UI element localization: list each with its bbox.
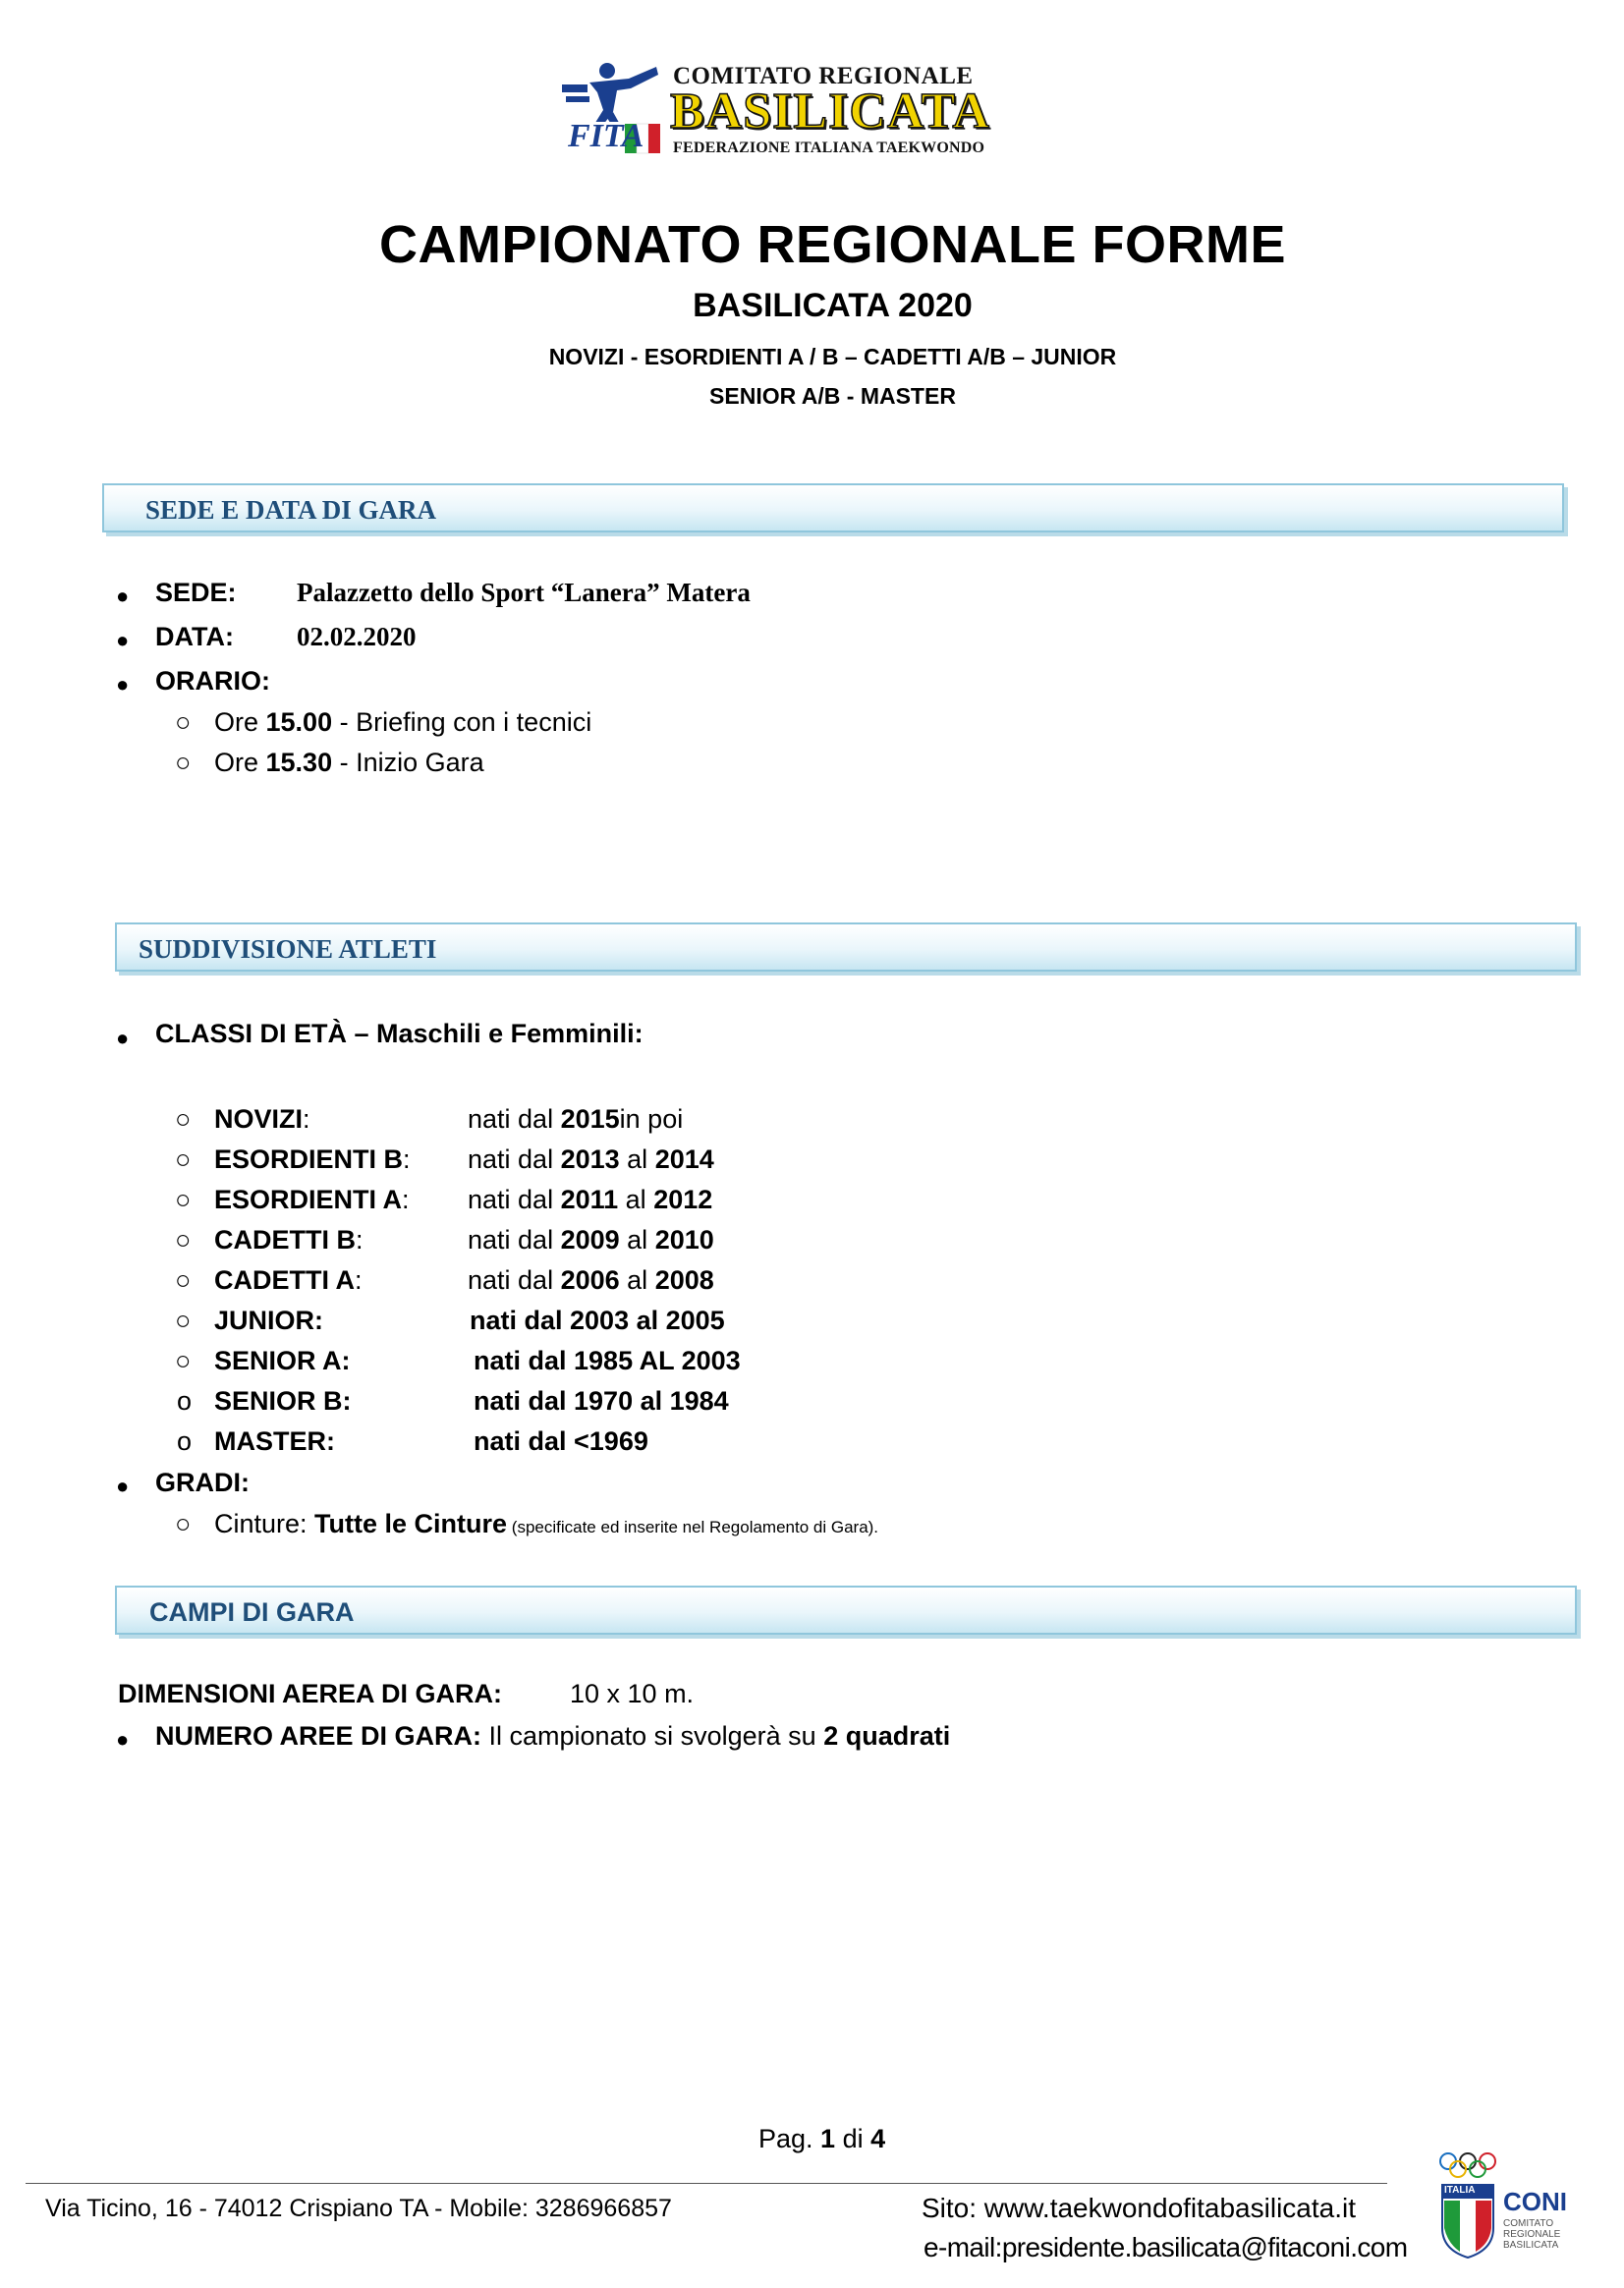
fita-basilicata-logo [560, 61, 1061, 155]
sub-bullet-icon: ○ [175, 1185, 192, 1214]
sub-bullet-icon: ○ [175, 707, 192, 737]
classe-value: nati dal 2003 al 2005 [470, 1306, 725, 1335]
sub-bullet-icon: ○ [175, 1144, 192, 1174]
classe-value: nati dal 2009 al 2010 [468, 1225, 714, 1255]
coni-name: CONI [1503, 2187, 1567, 2216]
classe-name: SENIOR B: [214, 1386, 352, 1416]
coni-italia-label: ITALIA [1444, 2185, 1476, 2196]
classi-label: CLASSI DI ETÀ – Maschili e Femminili: [155, 1019, 644, 1048]
section-heading-sede: SEDE E DATA DI GARA [145, 495, 437, 525]
coni-logo [1436, 2151, 1584, 2269]
page-title: CAMPIONATO REGIONALE FORME [378, 215, 1286, 274]
page-number: Pag. 1 di 4 [758, 2124, 886, 2153]
sede-label: SEDE: [155, 578, 237, 607]
classe-value: nati dal 2006 al 2008 [468, 1265, 714, 1295]
orario-item: Ore 15.30 - Inizio Gara [214, 748, 484, 777]
classe-value: nati dal <1969 [474, 1426, 648, 1456]
logo-line-basilicata: BASILICATA [670, 84, 990, 140]
classe-name: MASTER: [214, 1426, 335, 1456]
bullet-icon: ● [116, 1026, 130, 1050]
classe-value: nati dal 2015in poi [468, 1104, 684, 1134]
classe-name: CADETTI B: [214, 1225, 364, 1255]
classe-name: CADETTI A: [214, 1265, 363, 1295]
classe-value: nati dal 1970 al 1984 [474, 1386, 729, 1416]
classe-value: nati dal 2011 al 2012 [468, 1185, 713, 1214]
footer-site: Sito: www.taekwondofitabasilicata.it [922, 2193, 1356, 2223]
coni-subtitle: COMITATO REGIONALE BASILICATA [1503, 2218, 1561, 2251]
footer-divider [26, 2183, 1387, 2184]
section-bar-campi [115, 1586, 1577, 1635]
bullet-icon: ● [116, 1474, 130, 1498]
classe-value: nati dal 1985 AL 2003 [474, 1346, 741, 1375]
bullet-icon: ● [116, 584, 130, 608]
page-subtitle: BASILICATA 2020 [693, 287, 973, 324]
data-label: DATA: [155, 622, 234, 651]
orario-item: Ore 15.00 - Briefing con i tecnici [214, 707, 592, 737]
sub-bullet-marker: o [177, 1426, 193, 1456]
data-value: 02.02.2020 [297, 622, 417, 651]
section-heading-suddivisione: SUDDIVISIONE ATLETI [139, 934, 437, 964]
section-bar-suddivisione [115, 922, 1577, 972]
categories-line-2: SENIOR A/B - MASTER [709, 383, 956, 409]
classe-name: ESORDIENTI B: [214, 1144, 411, 1174]
footer-address: Via Ticino, 16 - 74012 Crispiano TA - Mobile: 3286966857 [45, 2195, 672, 2222]
sub-bullet-icon: ○ [175, 1346, 192, 1375]
bullet-icon: ● [116, 628, 130, 652]
section-bar-sede [102, 483, 1564, 532]
bullet-icon: ● [116, 1727, 130, 1752]
sub-bullet-icon: ○ [175, 748, 192, 777]
footer-email: e-mail:presidente.basilicata@fitaconi.com [924, 2232, 1408, 2262]
fita-badge: FITA [568, 118, 644, 154]
orario-label: ORARIO: [155, 666, 270, 696]
classe-name: SENIOR A: [214, 1346, 351, 1375]
sub-bullet-icon: ○ [175, 1306, 192, 1335]
logo-line-comitato: COMITATO REGIONALE [673, 63, 974, 89]
sub-bullet-icon: ○ [175, 1104, 192, 1134]
olympic-rings-icon [1438, 2151, 1499, 2179]
logo-line-federazione: FEDERAZIONE ITALIANA TAEKWONDO [673, 140, 985, 156]
classe-name: JUNIOR: [214, 1306, 324, 1335]
classe-name: ESORDIENTI A: [214, 1185, 410, 1214]
gradi-label: GRADI: [155, 1468, 250, 1497]
categories-line-1: NOVIZI - ESORDIENTI A / B – CADETTI A/B – JUNIOR [548, 344, 1117, 369]
classe-value: nati dal 2013 al 2014 [468, 1144, 714, 1174]
sede-value: Palazzetto dello Sport “Lanera” Matera [297, 578, 751, 607]
sub-bullet-marker: o [177, 1386, 193, 1416]
numero-aree: NUMERO AREE DI GARA: Il campionato si svolgerà su 2 quadrati [155, 1721, 951, 1751]
dimensioni-value: 10 x 10 m. [570, 1679, 695, 1708]
cinture-item: Cinture: Tutte le Cinture (specificate ed inserite nel Regolamento di Gara). [214, 1509, 879, 1538]
sub-bullet-icon: ○ [175, 1225, 192, 1255]
section-heading-campi: CAMPI DI GARA [149, 1597, 355, 1627]
bullet-icon: ● [116, 672, 130, 697]
sub-bullet-icon: ○ [175, 1509, 192, 1538]
sub-bullet-icon: ○ [175, 1265, 192, 1295]
classe-name: NOVIZI: [214, 1104, 310, 1134]
dimensioni-label: DIMENSIONI AEREA DI GARA: [118, 1679, 503, 1708]
